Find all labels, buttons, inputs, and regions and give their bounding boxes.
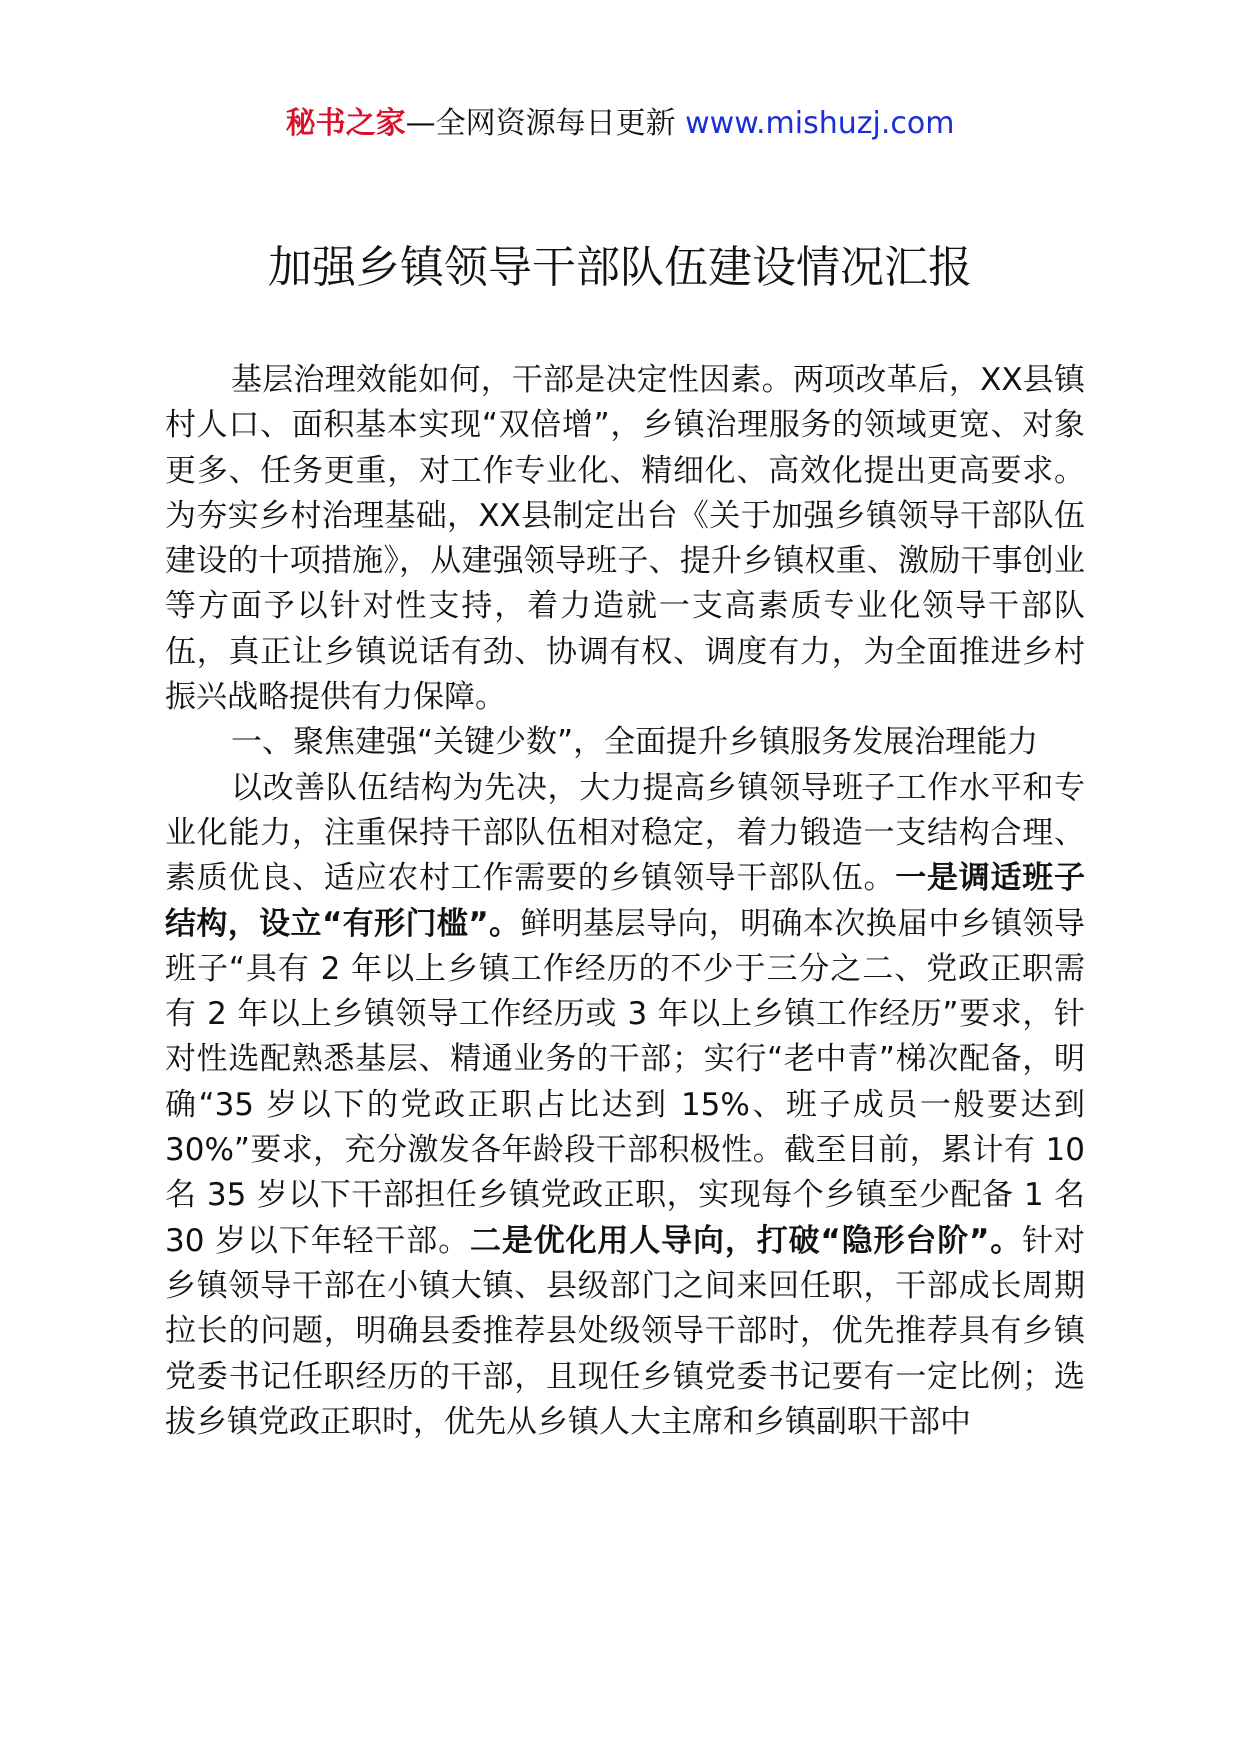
section-intro-text: 以改善队伍结构为先决，大力提高乡镇领导班子工作水平和专业化能力，注重保持干部队伍相对稳定，着力锻造一支结构合理、素质优良、适应农村工作需要的乡镇领导干部队伍。 xyxy=(165,769,1085,897)
site-banner xyxy=(0,104,1240,144)
point-text: 鲜明基层导向，明确本次换届中乡镇领导班子“具有 2 年以上乡镇工作经历的不少于三分之二、党政正职需有 2 年以上乡镇领导工作经历或 3 年以上乡镇工作经历”要求，针对性选配熟悉基层、精通业务的干部；实行“老中青”梯次配备，明确“35 岁以下的党政正职占比达到 15%、班子成员一般要达到 30%”要求，充分激发各年龄段干部积极性。截至目前，累计有 10 名 35 岁以下干部担任乡镇党政正职，实现每个乡镇至少配备 1 名 30 岁以下年轻干部。 xyxy=(165,905,1085,1259)
banner-tagline: —全网资源每日更新 xyxy=(405,106,686,141)
section-paragraph xyxy=(165,766,1085,1445)
section-heading: 一、聚焦建强“关键少数”，全面提升乡镇服务发展治理能力 xyxy=(231,724,1039,761)
document-title: 加强乡镇领导干部队伍建设情况汇报 xyxy=(268,242,972,293)
document-body xyxy=(165,358,1085,1445)
point-heading: 一是调适班子结构，设立“有形门槛”。 xyxy=(165,860,1085,942)
point-heading: 二是优化用人导向，打破“隐形台阶”。 xyxy=(470,1222,1023,1259)
point-text: 针对乡镇领导干部在小镇大镇、县级部门之间来回任职，干部成长周期拉长的问题，明确县委推荐县处级领导干部时，优先推荐具有乡镇党委书记任职经历的干部，且现任乡镇党委书记要有一定比例；选拔乡镇党政正职时，优先从乡镇人大主席和乡镇副职干部中 xyxy=(165,1222,1085,1440)
site-url-link[interactable]: www.mishuzj.com xyxy=(685,106,955,141)
brand-name: 秘书之家 xyxy=(285,106,406,141)
intro-paragraph: 基层治理效能如何，干部是决定性因素。两项改革后，XX县镇村人口、面积基本实现“双倍增”，乡镇治理服务的领域更宽、对象更多、任务更重，对工作专业化、精细化、高效化提出更高要求。为夯实乡村治理基础，XX县制定出台《关于加强乡镇领导干部队伍建设的十项措施》，从建强领导班子、提升乡镇权重、激励干事创业等方面予以针对性支持，着力造就一支高素质专业化领导干部队伍，真正让乡镇说话有劲、协调有权、调度有力，为全面推进乡村振兴战略提供有力保障。 xyxy=(165,362,1085,716)
